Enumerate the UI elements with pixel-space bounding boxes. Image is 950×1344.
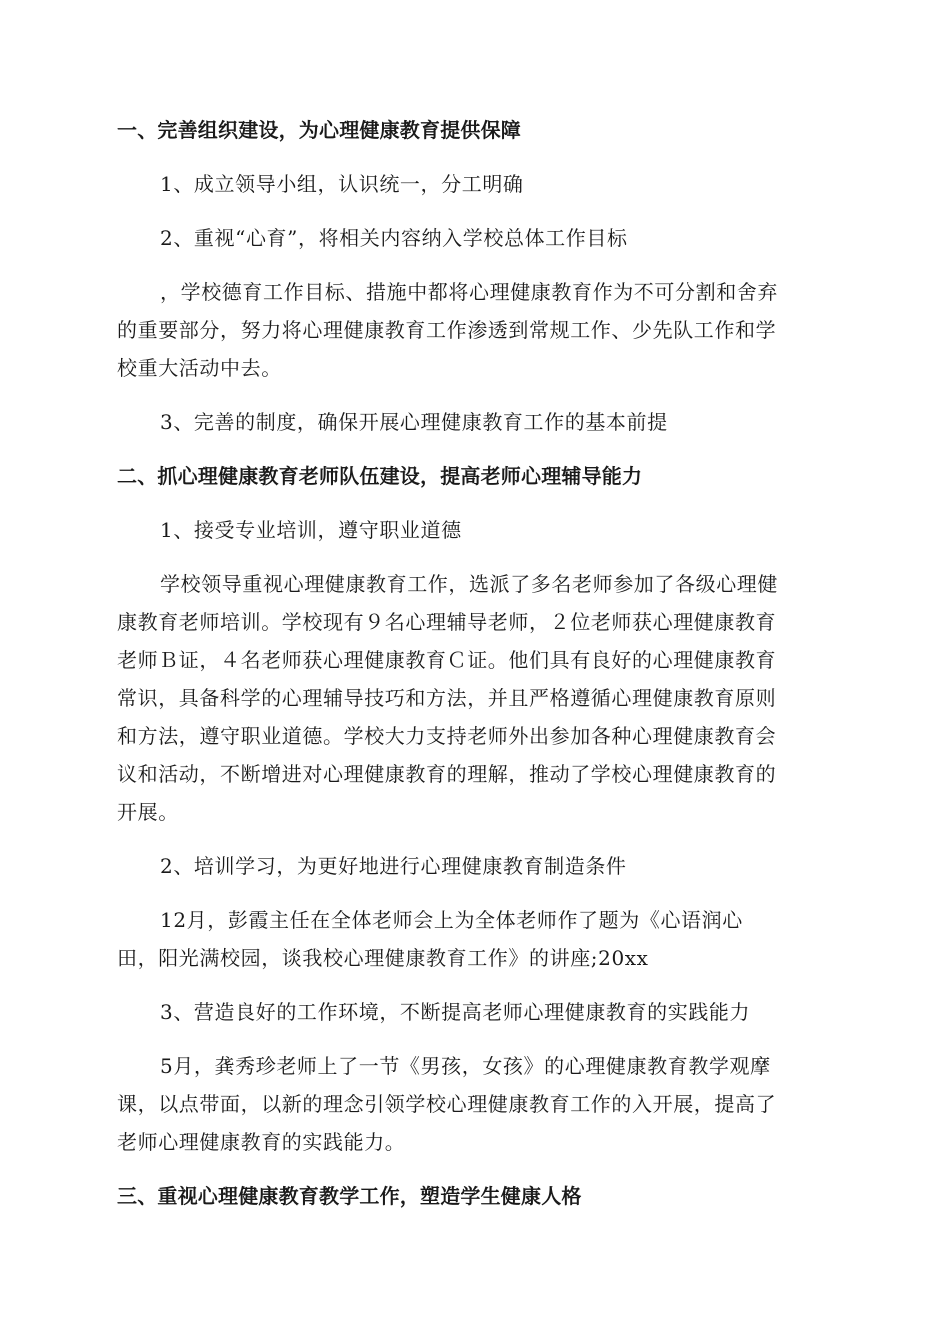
- paragraph-line: 学校领导重视心理健康教育工作，选派了多名老师参加了各级心理健: [160, 572, 778, 596]
- subheading-1-2: 2、重视“心育”，将相关内容纳入学校总体工作目标: [160, 226, 628, 250]
- paragraph-line: ，学校德育工作目标、措施中都将心理健康教育作为不可分割和舍弃: [160, 280, 778, 304]
- paragraph-line: 课，以点带面，以新的理念引领学校心理健康教育工作的入开展，提高了: [117, 1092, 777, 1116]
- paragraph-line: 议和活动，不断增进对心理健康教育的理解，推动了学校心理健康教育的: [117, 762, 777, 786]
- paragraph-line: 和方法，遵守职业道德。学校大力支持老师外出参加各种心理健康教育会: [117, 724, 777, 748]
- subheading-1-3: 3、完善的制度，确保开展心理健康教育工作的基本前提: [160, 410, 668, 434]
- paragraph-line: 田，阳光满校园，谈我校心理健康教育工作》的讲座;20xx: [117, 946, 649, 970]
- paragraph-line: 老师Ｂ证，４名老师获心理健康教育Ｃ证。他们具有良好的心理健康教育: [117, 648, 777, 672]
- paragraph-line: 5月，龚秀珍老师上了一节《男孩，女孩》的心理健康教育教学观摩: [160, 1054, 771, 1078]
- paragraph-line: 校重大活动中去。: [117, 356, 282, 380]
- paragraph-line: 康教育老师培训。学校现有９名心理辅导老师，２位老师获心理健康教育: [117, 610, 777, 634]
- section-heading-2: 二、抓心理健康教育老师队伍建设，提高老师心理辅导能力: [117, 464, 643, 488]
- section-heading-3: 三、重视心理健康教育教学工作，塑造学生健康人格: [117, 1184, 582, 1208]
- subheading-2-1: 1、接受专业培训，遵守职业道德: [160, 518, 462, 542]
- section-heading-1: 一、完善组织建设，为心理健康教育提供保障: [117, 118, 521, 142]
- paragraph-line: 老师心理健康教育的实践能力。: [117, 1130, 406, 1154]
- paragraph-line: 的重要部分，努力将心理健康教育工作渗透到常规工作、少先队工作和学: [117, 318, 777, 342]
- paragraph-line: 12月，彭霞主任在全体老师会上为全体老师作了题为《心语润心: [160, 908, 743, 932]
- paragraph-line: 常识，具备科学的心理辅导技巧和方法，并且严格遵循心理健康教育原则: [117, 686, 777, 710]
- subheading-1-1: 1、成立领导小组，认识统一，分工明确: [160, 172, 524, 196]
- paragraph-line: 开展。: [117, 800, 179, 824]
- subheading-2-3: 3、营造良好的工作环境，不断提高老师心理健康教育的实践能力: [160, 1000, 751, 1024]
- subheading-2-2: 2、培训学习，为更好地进行心理健康教育制造条件: [160, 854, 627, 878]
